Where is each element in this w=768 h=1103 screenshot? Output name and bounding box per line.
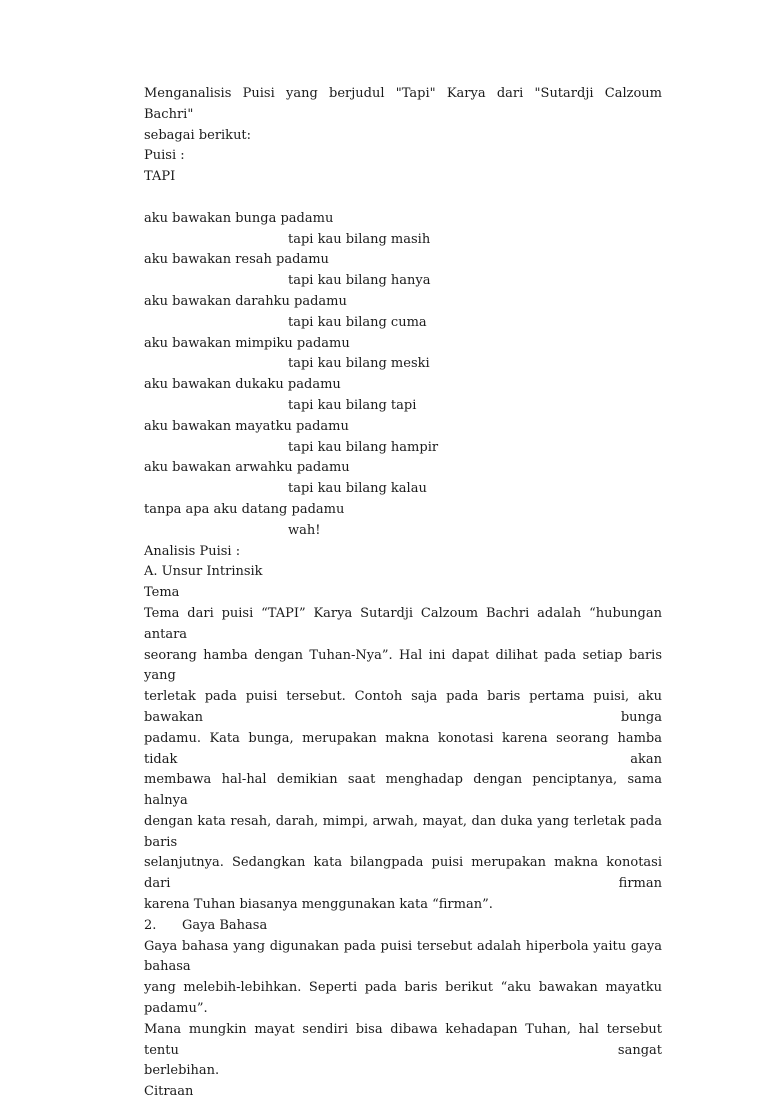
poem-line: aku bawakan dukaku padamu — [144, 377, 341, 393]
poem-reply: tapi kau bilang hanya — [288, 273, 431, 289]
poem-line: aku bawakan mimpiku padamu — [144, 335, 350, 351]
poem-line: aku bawakan bunga padamu — [144, 210, 334, 226]
tema-heading: Tema — [144, 585, 180, 601]
poem-body — [144, 209, 662, 542]
gaya-line: berlebihan. — [144, 1063, 220, 1079]
poem-reply: tapi kau bilang kalau — [288, 481, 427, 497]
intro-line-2: sebagai berikut: — [144, 127, 252, 143]
poem-line: aku bawakan resah padamu — [144, 252, 329, 268]
puisi-label: Puisi : — [144, 148, 185, 164]
poem-line: tanpa apa aku datang padamu — [144, 501, 345, 517]
poem-title: TAPI — [144, 169, 176, 185]
citraan-heading: Citraan — [144, 1084, 194, 1100]
analysis-label: Analisis Puisi : — [144, 543, 241, 559]
tema-paragraph — [144, 604, 662, 916]
gaya-number: 2. — [144, 917, 157, 933]
poem-reply: tapi kau bilang cuma — [288, 314, 427, 330]
poem-reply: tapi kau bilang tapi — [288, 397, 417, 413]
poem-reply: tapi kau bilang masih — [288, 231, 431, 247]
poem-line: aku bawakan darahku padamu — [144, 293, 347, 309]
section-a-heading: A. Unsur Intrinsik — [144, 564, 263, 580]
poem-line: aku bawakan mayatku padamu — [144, 418, 349, 434]
poem-reply: wah! — [288, 522, 321, 538]
tema-line: Tema dari puisi “TAPI” Karya Sutardji Calzoum Bachri adalah “hubungan antara — [144, 605, 662, 642]
tema-line: membawa hal-hal demikian saat menghadap dengan penciptanya, sama halnya — [144, 772, 662, 809]
poem-reply: tapi kau bilang meski — [288, 356, 430, 372]
gaya-line: Gaya bahasa yang digunakan pada puisi tersebut adalah hiperbola yaitu gaya bahasa — [144, 938, 662, 975]
tema-line: selanjutnya. Sedangkan kata bilangpada puisi merupakan makna konotasi dari firman — [144, 855, 662, 892]
poem-line: aku bawakan arwahku padamu — [144, 460, 350, 476]
blank-line — [144, 188, 662, 209]
tema-line: padamu. Kata bunga, merupakan makna konotasi karena seorang hamba tidak akan — [144, 730, 662, 767]
gaya-line: Mana mungkin mayat sendiri bisa dibawa kehadapan Tuhan, hal tersebut tentu sangat — [144, 1021, 662, 1058]
tema-line: dengan kata resah, darah, mimpi, arwah, mayat, dan duka yang terletak pada baris — [144, 813, 662, 850]
tema-line: karena Tuhan biasanya menggunakan kata “firman”. — [144, 897, 493, 913]
poem-reply: tapi kau bilang hampir — [288, 439, 439, 455]
tema-line: seorang hamba dengan Tuhan-Nya”. Hal ini dapat dilihat pada setiap baris yang — [144, 647, 662, 684]
gaya-paragraph — [144, 937, 662, 1083]
gaya-heading: Gaya Bahasa — [182, 917, 268, 933]
intro-line-1: Menganalisis Puisi yang berjudul "Tapi" Karya dari "Sutardji Calzoum Bachri" — [144, 86, 662, 122]
document-page — [144, 84, 662, 1103]
gaya-line: yang melebih-lebihkan. Seperti pada baris berikut “aku bawakan mayatku padamu”. — [144, 980, 662, 1017]
tema-line: terletak pada puisi tersebut. Contoh saja pada baris pertama puisi, aku bawakan bunga — [144, 689, 662, 725]
gaya-heading-row — [144, 916, 662, 937]
